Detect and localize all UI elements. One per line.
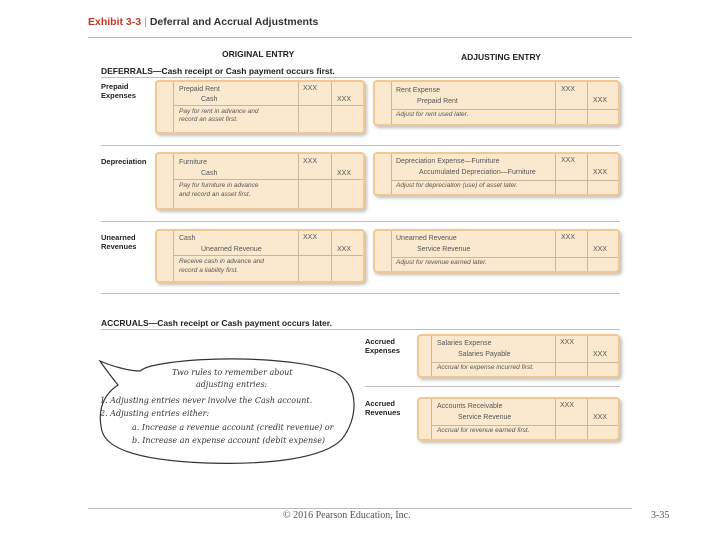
row-label-line1: Unearned — [101, 233, 136, 242]
entry-note-line1: Receive cash in advance and — [179, 258, 264, 265]
credit-account: Service Revenue — [458, 414, 512, 421]
debit-account: Rent Expense — [396, 87, 440, 94]
row-label-line2: Expenses — [101, 91, 137, 100]
debit-account: Salaries Expense — [437, 340, 492, 347]
handwritten-note — [96, 357, 360, 467]
credit-account: Cash — [201, 170, 218, 177]
entry-note-line1: Pay for furniture in advance — [179, 182, 259, 189]
debit-amount: XXX — [303, 234, 318, 241]
deferrals-rule — [101, 77, 620, 78]
row-rule — [101, 293, 620, 294]
row-label-line2: Revenues — [101, 242, 137, 251]
exhibit-title — [88, 16, 318, 28]
credit-account: Unearned Revenue — [201, 246, 262, 253]
credit-account: Service Revenue — [417, 246, 471, 253]
row-rule — [365, 386, 620, 387]
debit-account: Depreciation Expense—Furniture — [396, 158, 500, 165]
debit-account: Accounts Receivable — [437, 403, 503, 410]
credit-account: Cash — [201, 96, 218, 103]
entry-note: Adjust for depreciation (use) of asset later. — [396, 182, 518, 189]
entry-note: Accrual for expense incurred first. — [437, 364, 534, 371]
hand-line-4: 2. Adjusting entries either: — [100, 409, 210, 418]
title-rule — [88, 37, 632, 38]
adjusting-entry-header: ADJUSTING ENTRY — [461, 52, 541, 62]
debit-amount: XXX — [560, 402, 575, 409]
debit-amount: XXX — [303, 85, 318, 92]
debit-amount: XXX — [560, 339, 575, 346]
row-label-line2: Revenues — [365, 408, 401, 417]
debit-amount: XXX — [561, 157, 576, 164]
hand-line-6: b. Increase an expense account (debit expense) — [132, 436, 326, 445]
exhibit-number: Exhibit 3-3 — [88, 16, 142, 28]
row-label-accrued-revenues — [365, 399, 400, 417]
debit-amount: XXX — [561, 86, 576, 93]
credit-account: Prepaid Rent — [417, 98, 458, 105]
debit-amount: XXX — [561, 234, 576, 241]
row-label-accrued-expenses — [365, 337, 400, 355]
page-number: 3-35 — [651, 510, 670, 521]
debit-account: Cash — [179, 235, 196, 242]
footer-copyright: © 2016 Pearson Education, Inc. — [283, 510, 411, 521]
accruals-rule — [101, 329, 620, 330]
row-label-line1: Prepaid — [101, 82, 129, 91]
credit-amount: XXX — [593, 414, 608, 421]
row-rule — [101, 145, 620, 146]
row-label-unearned — [101, 233, 136, 251]
entry-note-line2: record an asset first. — [179, 116, 238, 123]
hand-line-5: a. Increase a revenue account (credit revenue) or — [132, 423, 334, 432]
row-rule — [101, 221, 620, 222]
exhibit-divider: | — [144, 16, 147, 28]
credit-amount: XXX — [337, 96, 352, 103]
entry-note-line2: record a liability first. — [179, 267, 239, 274]
credit-amount: XXX — [593, 246, 608, 253]
credit-account: Salaries Payable — [458, 351, 511, 358]
row-label-prepaid — [101, 82, 136, 100]
row-label-depreciation — [101, 157, 146, 166]
credit-amount: XXX — [593, 97, 608, 104]
entry-note: Adjust for rent used later. — [396, 111, 469, 118]
hand-line-2: adjusting entries: — [196, 380, 268, 389]
entry-note: Adjust for revenue earned later. — [396, 259, 487, 266]
debit-account: Furniture — [179, 159, 208, 166]
adjusting-entry-card-unearned — [373, 229, 620, 273]
credit-amount: XXX — [593, 351, 608, 358]
deferrals-header: DEFERRALS—Cash receipt or Cash payment occurs first. — [101, 66, 335, 76]
row-label-line1: Accrued — [365, 399, 396, 408]
debit-account: Unearned Revenue — [396, 235, 457, 242]
footer-rule — [88, 508, 632, 509]
row-label-line1: Depreciation — [101, 157, 147, 166]
entry-note-line1: Pay for rent in advance and — [179, 108, 259, 115]
hand-line-1: Two rules to remember about — [172, 368, 293, 377]
credit-account: Accumulated Depreciation—Furniture — [419, 169, 536, 176]
credit-amount: XXX — [593, 169, 608, 176]
original-entry-card-depreciation — [155, 152, 365, 210]
entry-note: Accrual for revenue earned first. — [437, 427, 530, 434]
credit-amount: XXX — [337, 246, 352, 253]
row-label-line1: Accrued — [365, 337, 396, 346]
adjusting-entry-card-accrued-revenues — [417, 397, 620, 441]
exhibit-heading: Deferral and Accrual Adjustments — [149, 16, 319, 28]
entry-note-line2: and record an asset first. — [179, 191, 251, 198]
debit-account: Prepaid Rent — [179, 86, 220, 93]
adjusting-entry-card-depreciation — [373, 152, 620, 196]
original-entry-header: ORIGINAL ENTRY — [222, 49, 295, 59]
row-label-line2: Expenses — [365, 346, 401, 355]
adjusting-entry-card-prepaid — [373, 80, 620, 126]
original-entry-card-prepaid — [155, 80, 365, 134]
adjusting-entry-card-accrued-expenses — [417, 334, 620, 378]
debit-amount: XXX — [303, 158, 318, 165]
credit-amount: XXX — [337, 170, 352, 177]
hand-line-3: 1. Adjusting entries never involve the Cash account. — [100, 396, 313, 405]
accruals-header: ACCRUALS—Cash receipt or Cash payment occurs later. — [101, 318, 332, 328]
original-entry-card-unearned — [155, 229, 365, 283]
